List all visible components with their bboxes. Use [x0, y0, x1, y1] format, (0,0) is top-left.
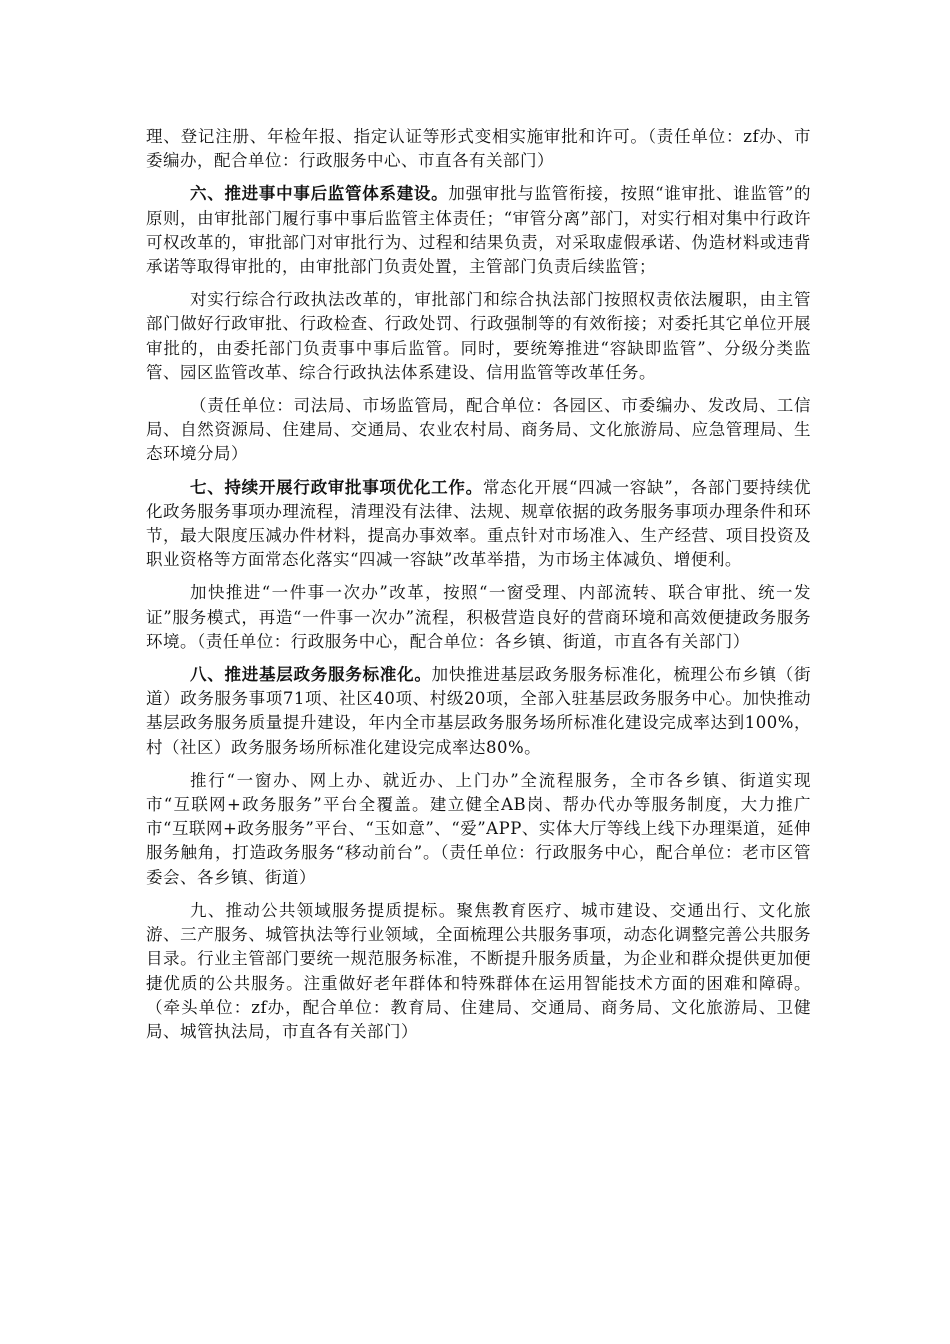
paragraph-section-9 — [146, 899, 811, 1044]
paragraph — [146, 769, 811, 890]
paragraph-text: 加快推进基层政务服务标准化，梳理公布乡镇（街道）政务服务事项71项、社区40项、村级20项，全部入驻基层政务服务中心。加快推动基层政务服务质量提升建设，年内全市基层政务服务场所标准化建设完成率达到100%，村（社区）政务服务场所标准化建设完成率达80%。 — [146, 665, 812, 757]
paragraph-text: 对实行综合行政执法改革的，审批部门和综合执法部门按照权责依法履职，由主管部门做好行政审批、行政检查、行政处罚、行政强制等的有效衔接；对委托其它单位开展审批的，由委托部门负责事中事后监管。同时，要统筹推进“容缺即监管”、分级分类监管、园区监管改革、综合行政执法体系建设、信用监管等改革任务。 — [146, 290, 811, 382]
paragraph-text: 理、登记注册、年检年报、指定认证等形式变相实施审批和许可。（责任单位：zf办、市委编办，配合单位：行政服务中心、市直各有关部门） — [146, 127, 811, 171]
paragraph — [146, 581, 811, 654]
paragraph-text: 推行“一窗办、网上办、就近办、上门办”全流程服务，全市各乡镇、街道实现市“互联网+政务服务”平台全覆盖。建立健全AB岗、帮办代办等服务制度，大力推广市“互联网+政务服务”平台、“玉如意”、“爱”APP、实体大厅等线上线下办理渠道，延伸服务触角，打造政务服务“移动前台”。（责任单位：行政服务中心，配合单位：老市区管委会、各乡镇、街道） — [146, 770, 811, 887]
paragraph-section-8 — [146, 663, 811, 760]
paragraph — [146, 125, 811, 173]
paragraph-text: 常态化开展“四减一容缺”，各部门要持续优化政务服务事项办理流程，清理没有法律、法规、规章依据的政务服务事项办理条件和环节，最大限度压减办件材料，提高办事效率。重点针对市场准入、生产经营、项目投资及职业资格等方面常态化落实“四减一容缺”改革举措，为市场主体减负、增便利。 — [146, 477, 812, 570]
section-heading: 八、推进基层政务服务标准化。 — [190, 665, 432, 685]
paragraph-section-7 — [146, 476, 811, 573]
paragraph-section-6 — [146, 182, 811, 279]
paragraph-text: （责任单位：司法局、市场监管局，配合单位：各园区、市委编办、发改局、工信局、自然资源局、住建局、交通局、农业农村局、商务局、文化旅游局、应急管理局、生态环境分局） — [146, 396, 811, 464]
document-body — [146, 125, 811, 1053]
paragraph — [146, 394, 811, 467]
paragraph-text: 加快推进“一件事一次办”改革，按照“一窗受理、内部流转、联合审批、统一发证”服务模式，再造“一件事一次办”流程，积极营造良好的营商环境和高效便捷政务服务环境。（责任单位：行政服务中心，配合单位：各乡镇、街道，市直各有关部门） — [146, 583, 811, 651]
section-heading: 七、持续开展行政审批事项优化工作。 — [190, 477, 483, 497]
paragraph-text: 加强审批与监管衔接，按照“谁审批、谁监管”的原则，由审批部门履行事中事后监管主体责任；“审管分离”部门，对实行相对集中行政许可权改革的，审批部门对审批行为、过程和结果负责，对采取虚假承诺、伪造材料或违背承诺等取得审批的，由审批部门负责处置，主管部门负责后续监管； — [146, 184, 812, 277]
section-heading: 六、推进事中事后监管体系建设。 — [190, 184, 449, 204]
paragraph-text: 九、推动公共领域服务提质提标。聚焦教育医疗、城市建设、交通出行、文化旅游、三产服务、城管执法等行业领域，全面梳理公共服务事项，动态化调整完善公共服务目录。行业主管部门要统一规范服务标准，不断提升服务质量，为企业和群众提供更加便捷优质的公共服务。注重做好老年群体和特殊群体在运用智能技术方面的困难和障碍。（牵头单位：zf办，配合单位：教育局、住建局、交通局、商务局、文化旅游局、卫健局、城管执法局，市直各有关部门） — [146, 900, 811, 1041]
paragraph — [146, 288, 811, 385]
